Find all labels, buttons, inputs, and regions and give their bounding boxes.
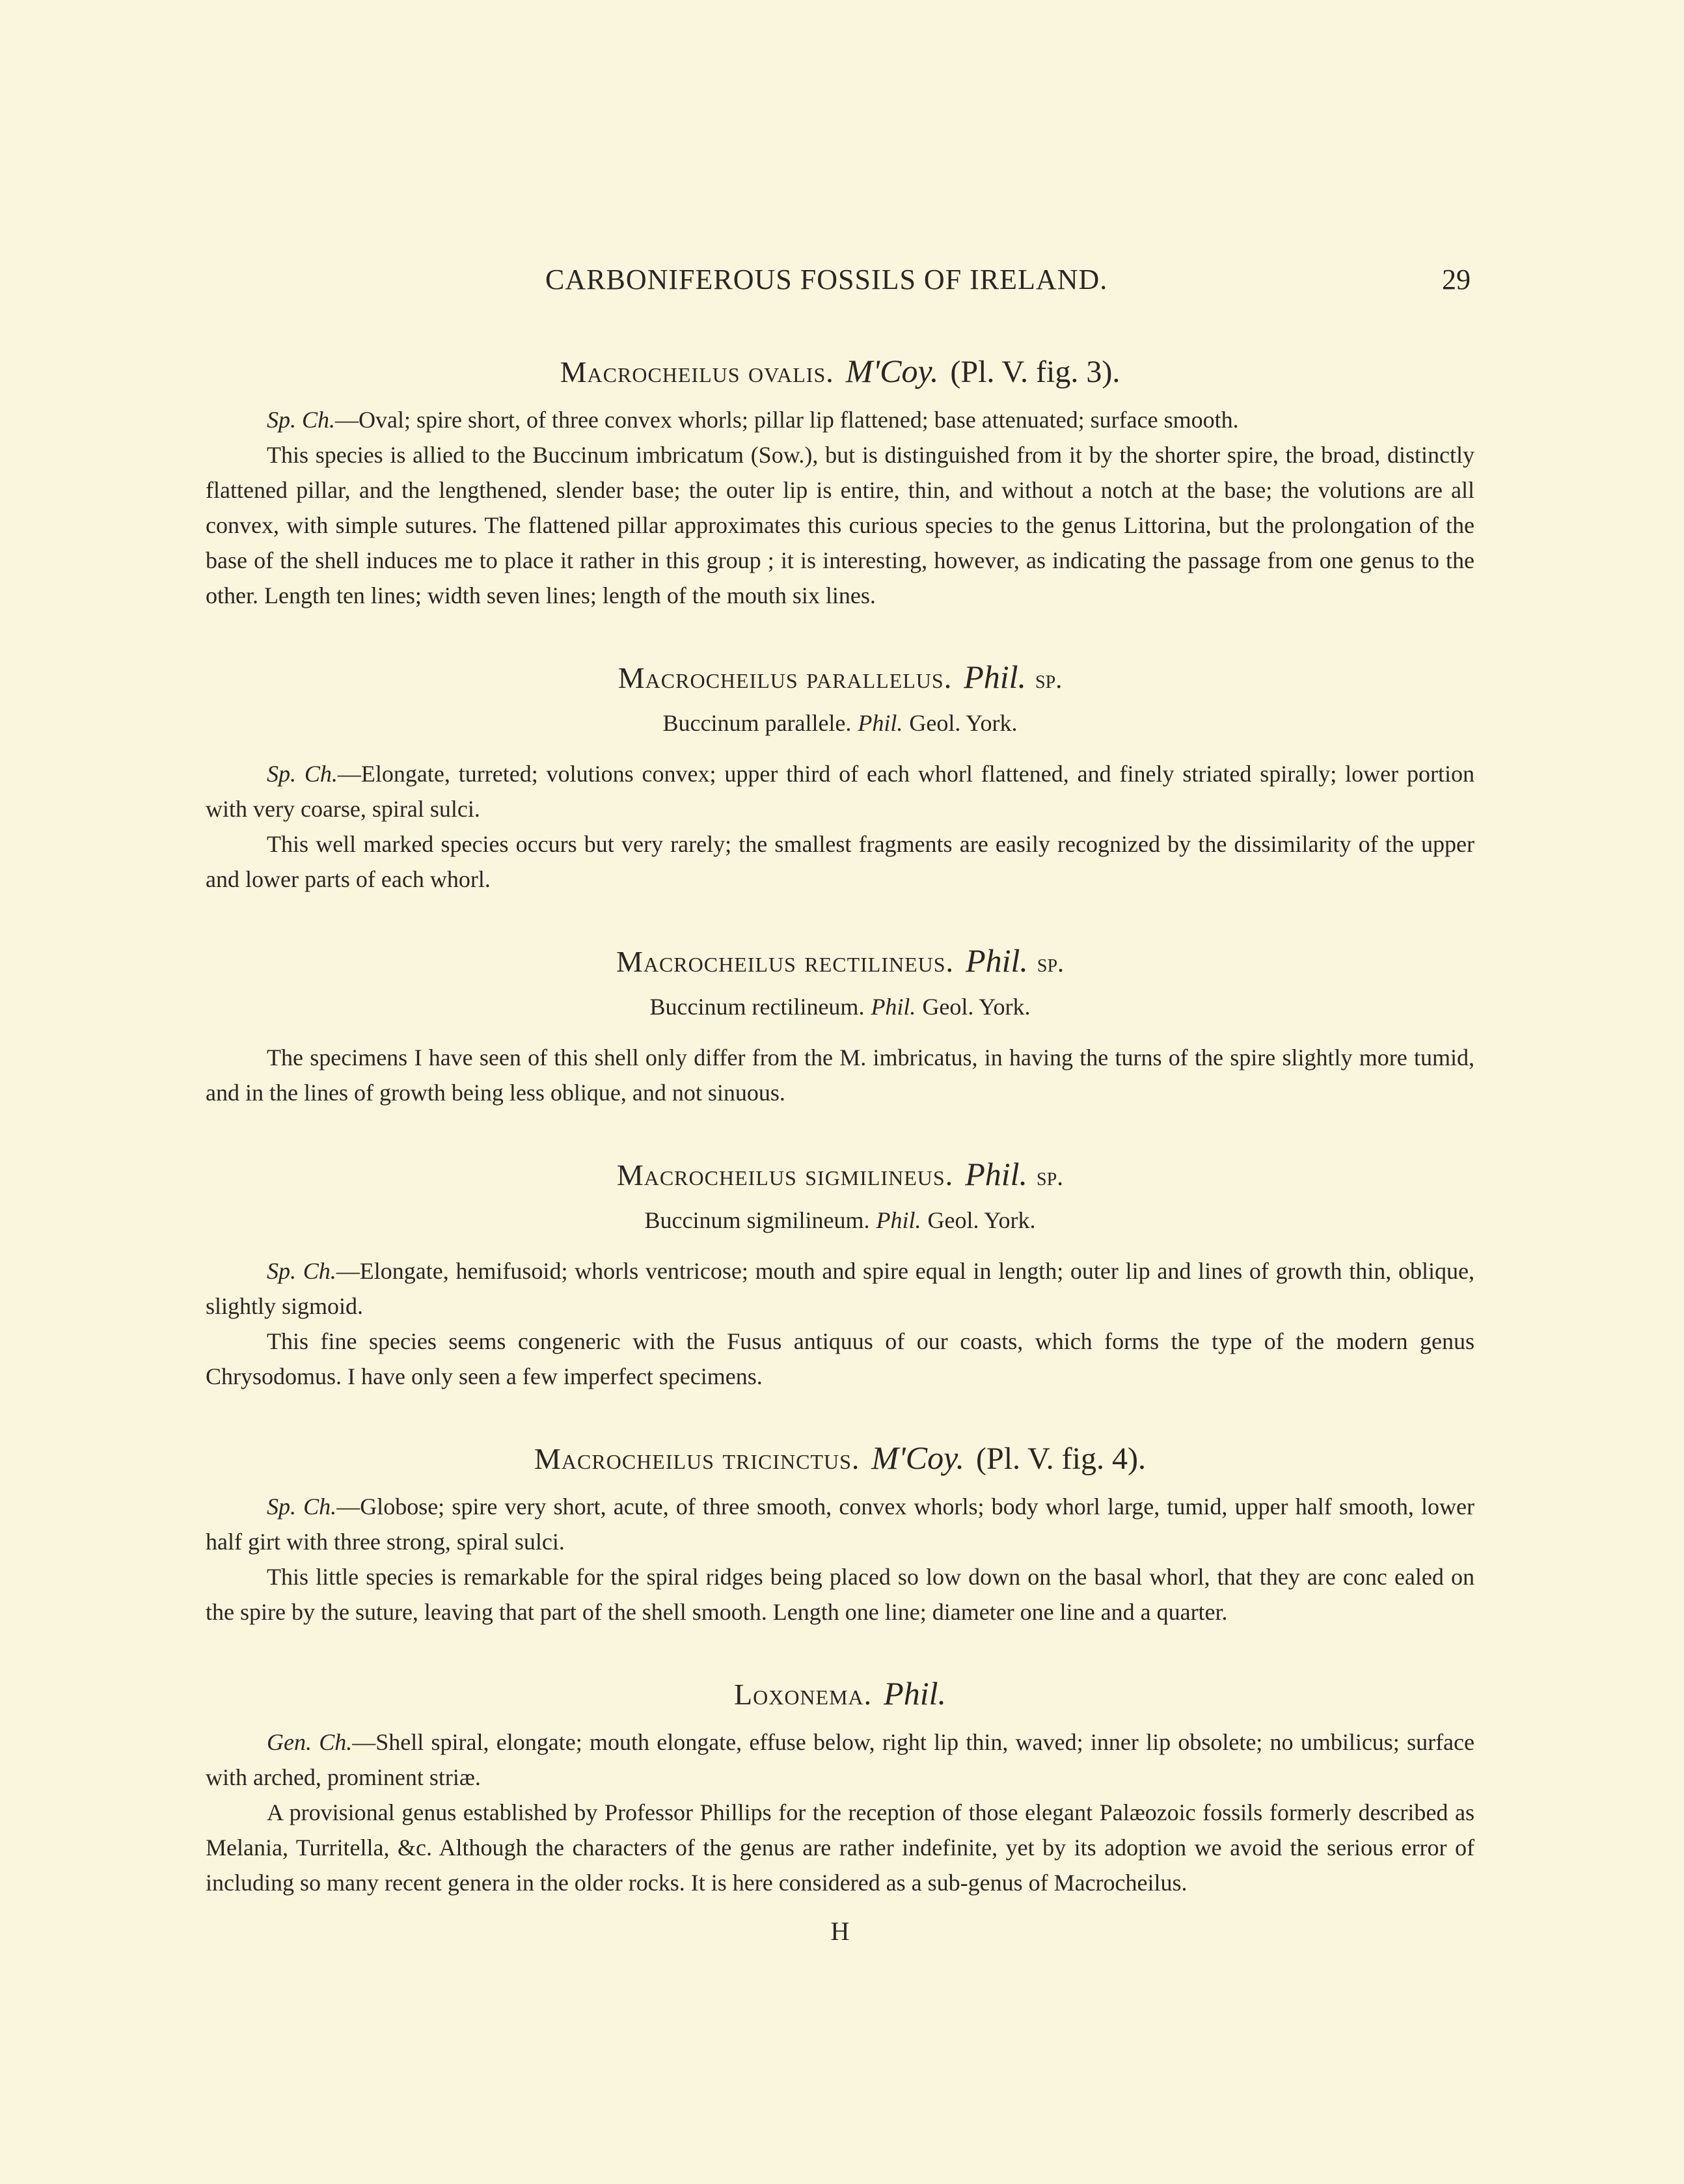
species-characters: Sp. Ch.—Globose; spire very short, acute, of three smooth, convex whorls; body whorl large, tumid, upper half smooth, lower half girt with three strong, spiral sulci. [206, 1494, 1474, 1555]
synonym-reference: Geol. York. [922, 994, 1031, 1020]
synonym-name: Buccinum sigmilineum. [644, 1207, 870, 1233]
signature-mark: H [830, 1917, 850, 1946]
species-entry [206, 351, 1474, 613]
species-heading [206, 1438, 1474, 1479]
char-label: Sp. Ch. [267, 761, 338, 787]
species-heading [206, 351, 1474, 392]
genus-characters: Gen. Ch.—Shell spiral, elongate; mouth elongate, effuse below, right lip thin, waved; inner lip obsolete; no umbilicus; surface with arched, prominent striæ. [206, 1729, 1474, 1790]
synonym-author: Phil. [876, 1207, 921, 1233]
species-remark: The specimens I have seen of this shell only differ from the M. imbricatus, in having the turns of the spire slightly more tumid, and in the lines of growth being less oblique, and not sinuous. [206, 1044, 1474, 1106]
species-name: Macrocheilus parallelus. [618, 661, 953, 694]
plate-reference: (Pl. V. fig. 3). [950, 355, 1120, 389]
species-name: Macrocheilus ovalis. [560, 355, 834, 389]
species-sp-abbrev: sp. [1037, 1162, 1064, 1191]
species-entry [206, 941, 1474, 1110]
synonym-author: Phil. [858, 710, 903, 736]
genus-entry [206, 1674, 1474, 1900]
species-sp-abbrev: sp. [1037, 948, 1065, 977]
synonym-line [206, 1203, 1474, 1238]
page-number: 29 [1442, 264, 1471, 295]
species-entry [206, 1438, 1474, 1630]
species-characters: Sp. Ch.—Oval; spire short, of three convex whorls; pillar lip flattened; base attenuated; surface smooth. [267, 407, 1239, 433]
species-heading [206, 657, 1474, 699]
species-name: Macrocheilus tricinctus. [534, 1442, 860, 1475]
species-remark: This little species is remarkable for the spiral ridges being placed so low down on the basal whorl, that they are conc ealed on the spire by the suture, leaving that part of the shell smooth. Length one line; diameter one line and a quarter. [206, 1564, 1474, 1625]
species-remark: This fine species seems congeneric with the Fusus antiquus of our coasts, which forms the type of the modern genus Chrysodomus. I have only seen a few imperfect specimens. [206, 1328, 1474, 1389]
species-sp-abbrev: sp. [1035, 664, 1063, 694]
species-author: Phil. [965, 1156, 1028, 1192]
char-label: Gen. Ch. [267, 1729, 353, 1755]
synonym-line [206, 705, 1474, 741]
species-heading [206, 941, 1474, 983]
char-label: Sp. Ch. [267, 1258, 336, 1284]
species-author: M'Coy. [871, 1440, 965, 1476]
species-characters: Sp. Ch.—Elongate, hemifusoid; whorls ventricose; mouth and spire equal in length; outer lip and lines of growth thin, oblique, slightly sigmoid. [206, 1258, 1475, 1319]
species-author: Phil. [966, 942, 1028, 979]
synonym-line [206, 989, 1474, 1024]
genus-heading [206, 1674, 1474, 1714]
species-author: Phil. [964, 659, 1027, 695]
genus-author: Phil. [884, 1675, 946, 1712]
genus-remark: A provisional genus established by Professor Phillips for the reception of those elegant Palæozoic fossils formerly described as Melania, Turritella, &c. Although the characters of the genus are rather indefinite, yet by its adoption we avoid the serious error of including so many recent genera in the older rocks. It is here considered as a sub-genus of Macrocheilus. [206, 1799, 1474, 1896]
species-name: Macrocheilus rectilineus. [616, 945, 955, 978]
plate-reference: (Pl. V. fig. 4). [976, 1441, 1146, 1476]
species-entry [206, 657, 1474, 897]
synonym-name: Buccinum parallele. [662, 710, 852, 736]
species-characters: Sp. Ch.—Elongate, turreted; volutions convex; upper third of each whorl flattened, and finely striated spirally; lower portion with very coarse, spiral sulci. [206, 761, 1474, 822]
species-entry [206, 1154, 1474, 1394]
species-remark: This well marked species occurs but very rarely; the smallest fragments are easily recognized by the dissimilarity of the upper and lower parts of each whorl. [206, 831, 1474, 892]
species-remark: This species is allied to the Buccinum imbricatum (Sow.), but is distinguished from it by the shorter spire, the broad, distinctly flattened pillar, and the lengthened, slender base; the outer lip is entire, thin, and without a notch at the base; the volutions are all convex, with simple sutures. The flattened pillar approximates this curious species to the genus Littorina, but the prolongation of the base of the shell induces me to place it rather in this group ; it is interesting, however, as indicating the passage from one genus to the other. Length ten lines; width seven lines; length of the mouth six lines. [206, 442, 1474, 608]
page-body [206, 351, 1474, 1951]
species-name: Macrocheilus sigmilineus. [616, 1158, 954, 1192]
synonym-reference: Geol. York. [909, 710, 1018, 736]
char-label: Sp. Ch. [267, 407, 336, 433]
char-label: Sp. Ch. [267, 1494, 337, 1520]
species-heading [206, 1154, 1474, 1196]
synonym-reference: Geol. York. [927, 1207, 1036, 1233]
running-title: CARBONIFEROUS FOSSILS OF IRELAND. [545, 264, 1108, 295]
genus-name: Loxonema. [734, 1678, 873, 1711]
species-author: M'Coy. [845, 353, 939, 389]
synonym-author: Phil. [871, 994, 916, 1020]
synonym-name: Buccinum rectilineum. [649, 994, 865, 1020]
